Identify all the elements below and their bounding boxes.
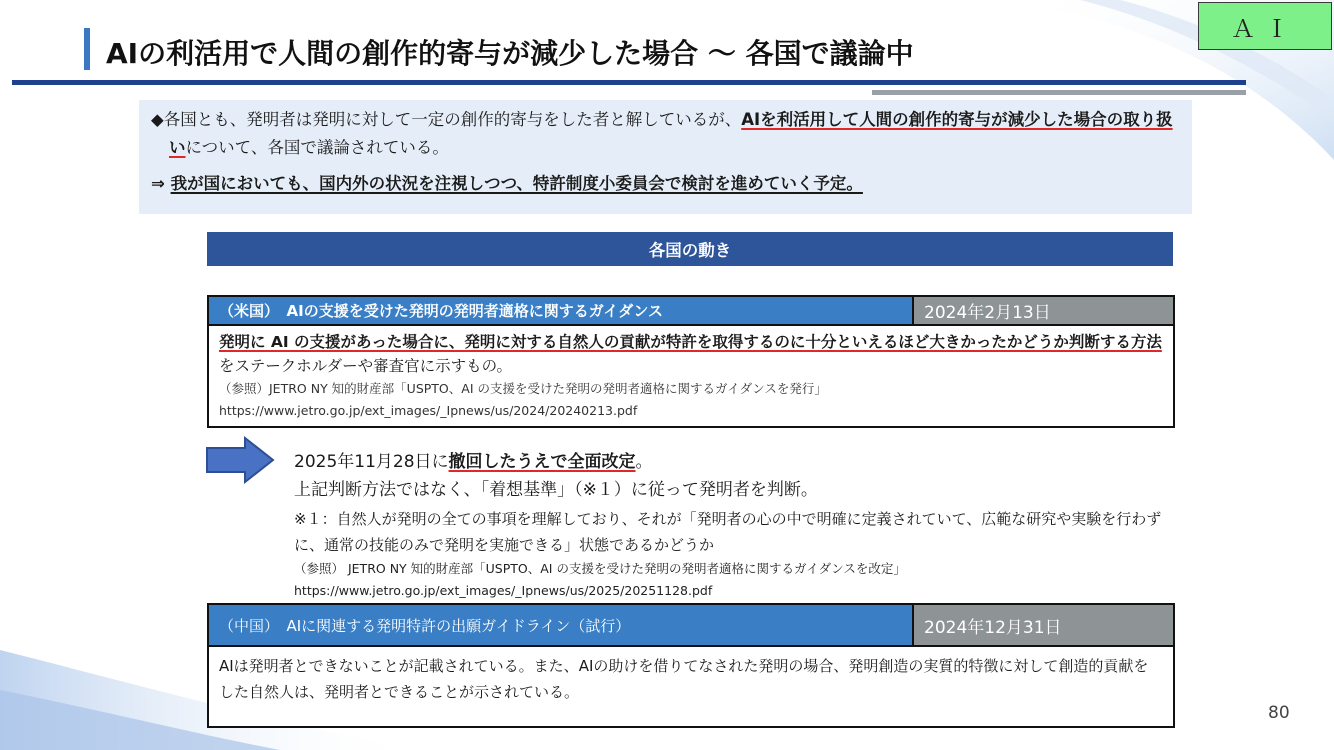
us-card-body — [209, 326, 1173, 428]
revision-line-1 — [294, 448, 1184, 476]
summary-line-1-post: について、各国で議論されている。 — [185, 138, 449, 157]
cn-card-body — [209, 647, 1173, 711]
revision-line-1-post: 。 — [635, 452, 653, 472]
revision-url: https://www.jetro.go.jp/ext_images/_Ipnews/us/2025/20251128.pdf — [294, 583, 713, 598]
revision-reference: （参照） JETRO NY 知的財産部「USPTO、AI の支援を受けた発明の発明者適格に関するガイダンスを改定」 — [294, 561, 906, 576]
summary-box — [139, 100, 1192, 214]
summary-line-1 — [151, 106, 1180, 162]
right-arrow-icon — [205, 436, 275, 484]
cn-card-text: AIは発明者とできないことが記載されている。また、AIの助けを借りてなされた発明の場合、発明創造の実質的特徴に対して創造的貢献をした自然人は、発明者とできることが示されている。 — [219, 657, 1149, 701]
summary-emphasis: AIを利活用して人間の創作的寄与が減少した場合の取り扱い — [169, 110, 1173, 157]
summary-conclusion: 我が国においても、国内外の状況を注視しつつ、特許制度小委員会で検討を進めていく予定。 — [170, 174, 863, 193]
bullet-glyph: ◆ — [151, 110, 164, 129]
title-underline — [12, 80, 1246, 85]
ai-tag-badge: ＡＩ — [1198, 2, 1332, 50]
us-card-date: 2024年2月13日 — [912, 297, 1173, 324]
us-card-header — [209, 297, 1173, 326]
us-card-text — [219, 330, 1163, 378]
cn-card-date: 2024年12月31日 — [912, 605, 1173, 645]
revision-footnote: ※１：自然人が発明の全ての事項を理解しており、それが「発明者の心の中で明確に定義されていて、広範な研究や実験を行わずに、通常の技能のみで発明を実施できる」状態であるかどうか — [294, 510, 1162, 554]
page-title: AIの利活用で人間の創作的寄与が減少した場合 〜 各国で議論中 — [106, 37, 914, 70]
us-card-emphasis: 発明に AI の支援があった場合に、発明に対する自然人の貢献が特許を取得するのに十分といえるほど大きかったかどうか判断する方法 — [219, 333, 1162, 351]
us-guidance-card — [207, 295, 1175, 428]
cn-card-title: （中国） AIに関連する発明特許の出願ガイドライン（試行） — [209, 605, 912, 645]
conclusion-arrow: ⇒ — [151, 174, 165, 193]
summary-line-2 — [151, 170, 1180, 198]
page-number: 80 — [1268, 703, 1290, 723]
us-card-url: https://www.jetro.go.jp/ext_images/_Ipnews/us/2024/20240213.pdf — [219, 403, 638, 418]
summary-line-1-pre: 各国とも、発明者は発明に対して一定の創作的寄与をした者と解しているが、 — [163, 110, 742, 129]
revision-line-1-pre: 2025年11月28日に — [294, 452, 449, 472]
section-header: 各国の動き — [207, 232, 1173, 266]
us-card-reference: （参照）JETRO NY 知的財産部「USPTO、AI の支援を受けた発明の発明者適格に関するガイダンスを発行」 — [219, 381, 827, 396]
revision-line-2: 上記判断方法ではなく、「着想基準」（※１）に従って発明者を判断。 — [294, 480, 818, 500]
title-underline-secondary — [872, 90, 1246, 95]
us-card-title: （米国） AIの支援を受けた発明の発明者適格に関するガイダンス — [209, 297, 912, 324]
us-revision-note — [294, 448, 1184, 602]
revision-emphasis: 撤回したうえで全面改定 — [448, 452, 636, 472]
cn-card-header — [209, 605, 1173, 647]
us-card-text-post: をステークホルダーや審査官に示すもの。 — [219, 357, 512, 375]
china-guideline-card — [207, 603, 1175, 728]
title-accent-bar — [84, 28, 90, 70]
